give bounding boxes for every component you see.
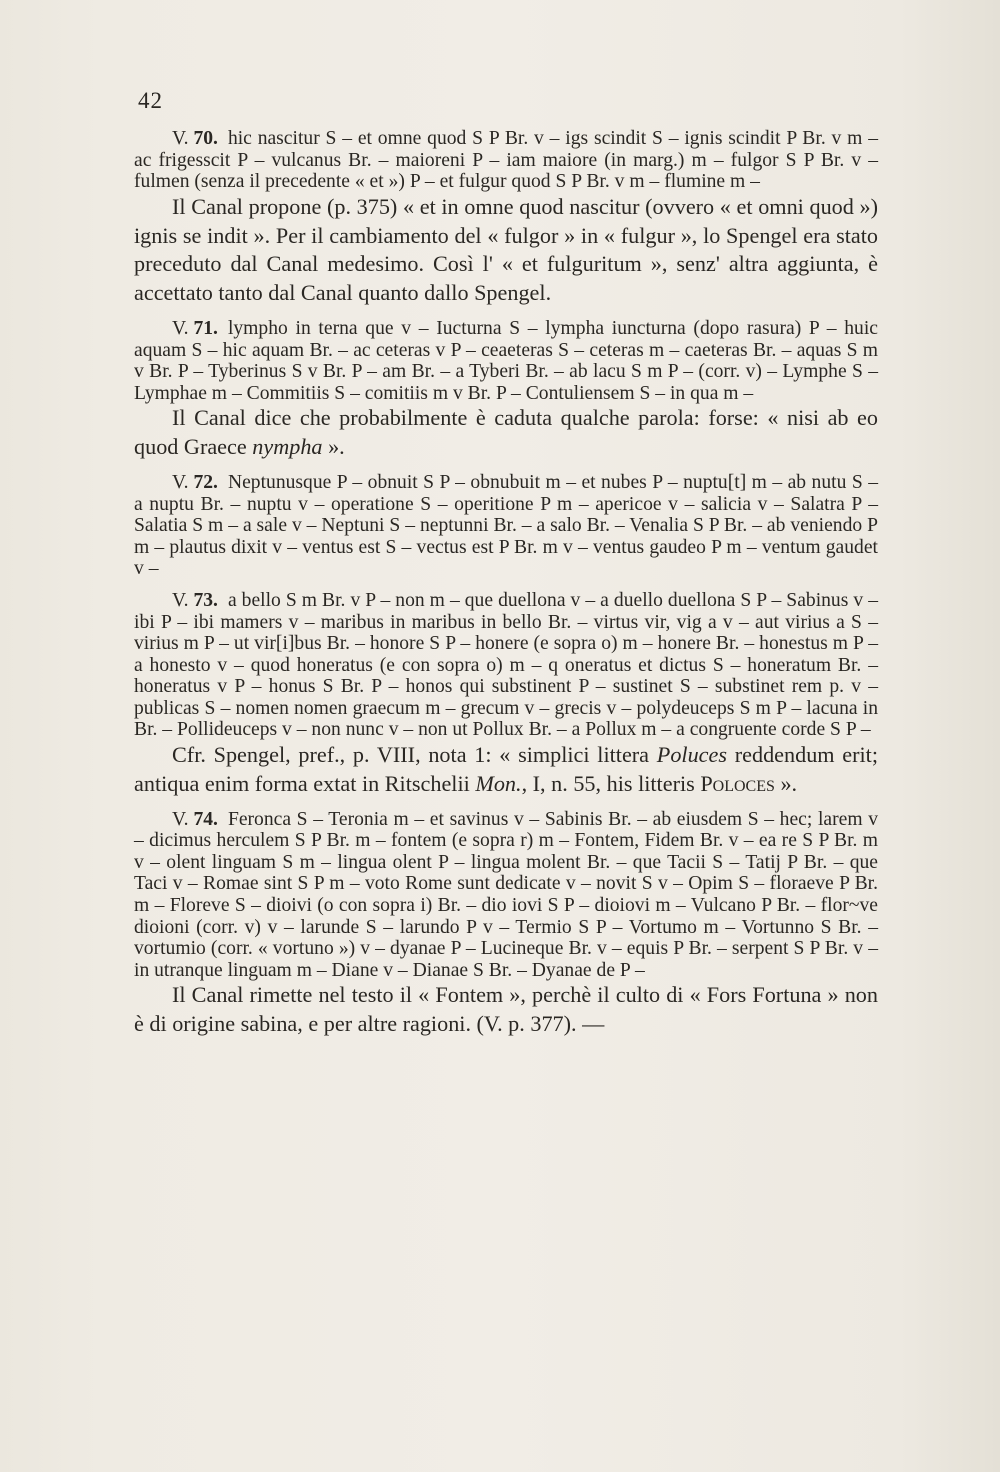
verse-label-v74: V. 74. — [172, 808, 218, 830]
text-block — [134, 128, 878, 1049]
verse-label-v70: V. 70. — [172, 128, 218, 149]
entry-v71 — [134, 318, 878, 462]
commentary-v70: Il Canal propone (p. 375) « et in omne quod nascitur (ovvero « et omni quod ») ignis se indit ». Per il cambiamento del « fulgor » in « fulgur », lo Spengel era stato preceduto dal Canal medesimo. Così l' « et fulguritum », senz' altra aggiunta, è accettato tanto dal Canal quanto dallo Spengel. — [134, 193, 878, 306]
apparatus-v73 — [134, 590, 878, 741]
verse-label-v71: V. 71. — [172, 317, 218, 339]
entry-v74 — [134, 809, 878, 1039]
commentary-v73: Cfr. Spengel, pref., p. VIII, nota 1: « simplici littera Poluces reddendum erit; antiqua enim forma extat in Ritschelii Mon., I, n. 55, his litteris Poloces ». — [134, 742, 879, 796]
italic-term-mon: Mon. — [475, 770, 522, 796]
apparatus-text-v73: a bello S m Br. v P – non m – que duellona v – a duello duellona S P – Sabinus v – ibi P – ibi mamers v – maribus in maribus in bello Br. – virtus vir, vig a v – aut virius a S – virius m P – ut vir[i]bus Br. – honore S P – honere (e sopra o) m – honere Br. – honestus m P – a honesto v – quod honeratus (e con sopra o) m – q oneratus et dictus S – honeratum Br. – honeratus v P – honus S Br. P – honos qui substinent P – sustinet S – substinet rem p. v – publicas S – nomen nomen graecum m – grecum v – grecis v – polydeuceps S m P – lacuna in Br. – Pollideuceps v – non nunc v – non ut Pollux Br. – a Pollux m – a congruente corde S P – — [134, 589, 878, 741]
apparatus-text-v70: hic nascitur S – et omne quod S P Br. v – igs scindit S – ignis scindit P Br. v m – ac frigesscit P – vulcanus Br. – maioreni P – iam maiore (in marg.) m – fulgor S P Br. v – fulmen (senza il precedente « et ») P – et fulgur quod S P Br. v m – flumine m – — [134, 128, 878, 193]
smallcaps-poloces: Poloces — [700, 770, 775, 796]
verse-label-v73: V. 73. — [172, 589, 218, 611]
apparatus-text-v72: Neptunusque P – obnuit S P – obnubuit m – et nubes P – nuptu[t] m – ab nutu S – a nuptu Br. – nuptu v – operatione S – operitione P m – apericoe v – salicia v – Salatra P – Salatia S m – a sale v – Neptuni S – neptunni Br. – a salo Br. – Venalia S P Br. – ab veniendo P m – plautus dixit v – ventus est S – vectus est P Br. m v – ventus gaudeo P m – ventum gaudet v – — [134, 471, 878, 580]
apparatus-v71 — [134, 318, 878, 404]
entry-v73 — [134, 590, 878, 799]
apparatus-text-v71: lympho in terna que v – Iucturna S – lympha iuncturna (dopo rasura) P – huic aquam S – hic aquam Br. – ac ceteras v P – ceaeteras S – ceteras m – caeteras Br. – aquas S m v Br. P – Tyberinus S v Br. P – am Br. – a Tyberi Br. – ab lacu S m P – (corr. v) – Lymphe S – Lymphae m – Commitiis S – comitiis m v Br. P – Contuliensem S – in qua m – — [134, 317, 878, 404]
italic-term-poluces: Poluces — [656, 742, 728, 768]
entry-v70 — [134, 128, 878, 308]
commentary-v71: Il Canal dice che probabilmente è caduta qualche parola: forse: « nisi ab eo quod Graece nympha ». — [134, 405, 878, 460]
apparatus-v70 — [134, 128, 878, 193]
entry-v72 — [134, 472, 878, 580]
italic-term-v71: nympha — [252, 434, 323, 460]
verse-label-v72: V. 72. — [172, 471, 218, 493]
page-number: 42 — [138, 88, 163, 113]
apparatus-v74 — [134, 809, 878, 982]
apparatus-text-v74: Feronca S – Teronia m – et savinus v – Sabinis Br. – ab eiusdem S – hec; larem v – dicimus herculem S P Br. m – fontem (e sopra r) m – Fontem, Fidem Br. v – ea re S P Br. m v – olent linguam S m – lingua olent P – lingua molent Br. – que Tacii S – Tatij P Br. – que Taci v – Romae sint S P m – voto Rome sunt dedicate v – novit S v – Opim S – floraeve P Br. m – Floreve S – dioivi (o con sopra i) Br. – dio iovi S P – dioiovi m – Vulcano P Br. – flor~ve dioioni (corr. v) v – larunde S – larundo P v – Termio S P – Vortumo m – Vortunno S Br. – vortumio (corr. « vortuno ») v – dyanae P – Lucineque Br. v – equis P Br. – serpent S P Br. v – in utranque linguam m – Diane v – Dianae S Br. – Dyanae de P – — [134, 808, 878, 981]
apparatus-v72 — [134, 472, 878, 580]
commentary-v74: Il Canal rimette nel testo il « Fontem », perchè il culto di « Fors Fortuna » non è di origine sabina, e per altre ragioni. (V. p. 377). — — [134, 982, 878, 1037]
